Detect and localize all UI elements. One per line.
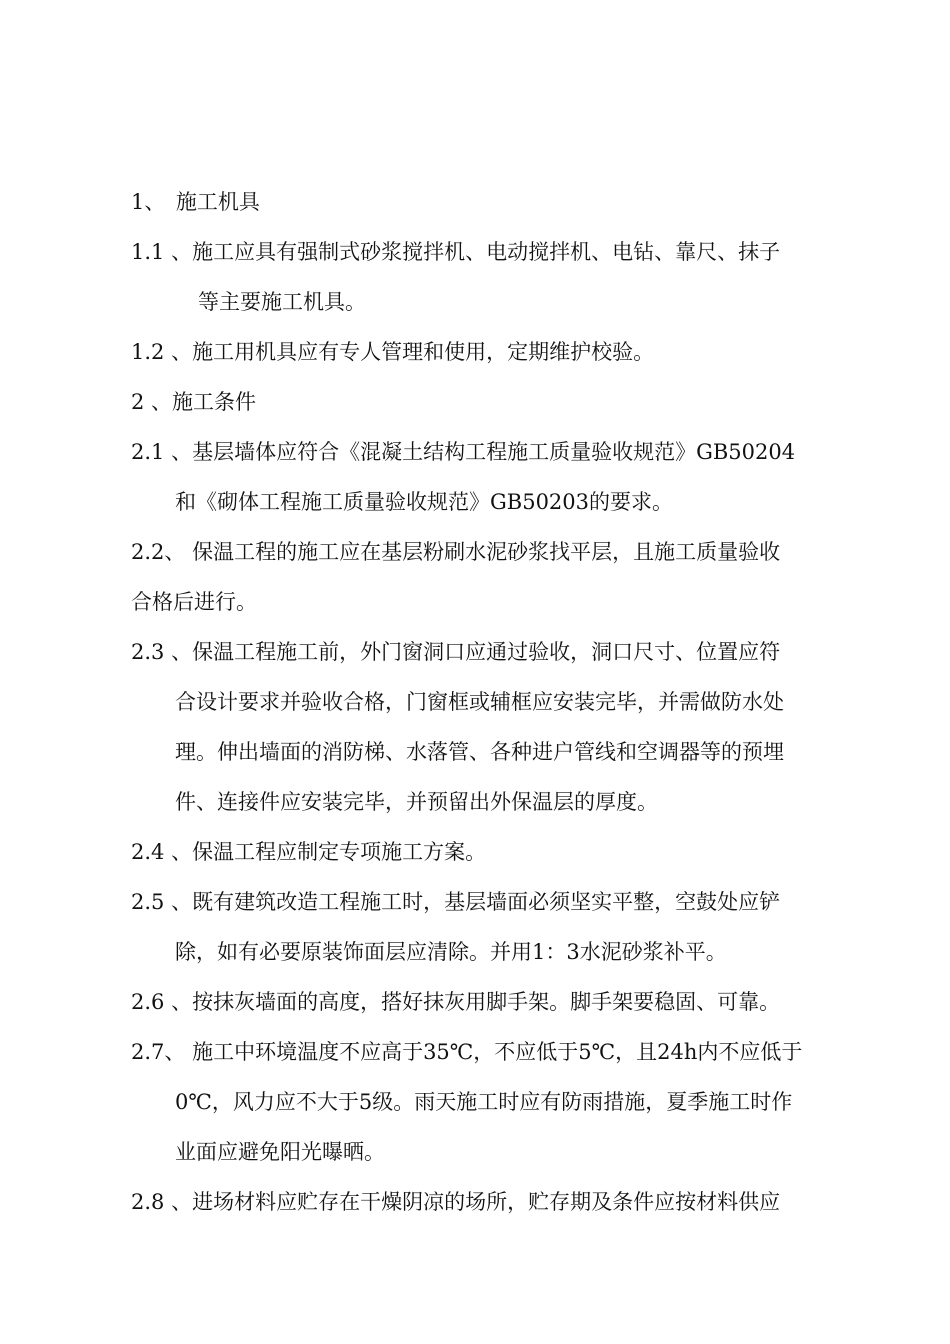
clause-2-2: 2.2、 保温工程的施工应在基层粉刷水泥砂浆找平层，且施工质量验收 (131, 540, 781, 564)
clause-2-3-cont-2: 理。伸出墙面的消防梯、水落管、各种进户管线和空调器等的预埋 (175, 740, 784, 764)
clause-2-5-cont: 除，如有必要原装饰面层应清除。并用1：3水泥砂浆补平。 (175, 940, 727, 964)
clause-1-2: 1.2 、施工用机具应有专人管理和使用，定期维护校验。 (131, 340, 655, 364)
clause-1-1: 1.1 、施工应具有强制式砂浆搅拌机、电动搅拌机、电钻、靠尺、抹子 (131, 240, 781, 264)
clause-2-1-cont: 和《砌体工程施工质量验收规范》GB50203的要求。 (175, 490, 674, 514)
clause-2-8: 2.8 、进场材料应贮存在干燥阴凉的场所，贮存期及条件应按材料供应 (131, 1190, 781, 1214)
clause-2-3-cont-3: 件、连接件应安装完毕，并预留出外保温层的厚度。 (175, 790, 658, 814)
clause-2-6: 2.6 、按抹灰墙面的高度，搭好抹灰用脚手架。脚手架要稳固、可靠。 (131, 990, 781, 1014)
clause-2-7: 2.7、 施工中环境温度不应高于35℃，不应低于5℃，且24h内不应低于 (131, 1040, 803, 1064)
clause-2-2-cont: 合格后进行。 (131, 590, 257, 614)
clause-2-1: 2.1 、基层墙体应符合《混凝土结构工程施工质量验收规范》GB50204 (131, 440, 796, 464)
clause-1-1-cont: 等主要施工机具。 (198, 290, 366, 314)
clause-2-5: 2.5 、既有建筑改造工程施工时，基层墙面必须坚实平整，空鼓处应铲 (131, 890, 781, 914)
clause-2-3: 2.3 、保温工程施工前，外门窗洞口应通过验收，洞口尺寸、位置应符 (131, 640, 781, 664)
section-heading-1: 1、 施工机具 (131, 190, 260, 214)
clause-2-7-cont-2: 业面应避免阳光曝晒。 (175, 1140, 385, 1164)
section-heading-2: 2 、施工条件 (131, 390, 257, 414)
clause-2-3-cont-1: 合设计要求并验收合格，门窗框或辅框应安装完毕，并需做防水处 (175, 690, 784, 714)
clause-2-4: 2.4 、保温工程应制定专项施工方案。 (131, 840, 487, 864)
clause-2-7-cont-1: 0℃，风力应不大于5级。雨天施工时应有防雨措施，夏季施工时作 (175, 1090, 793, 1114)
